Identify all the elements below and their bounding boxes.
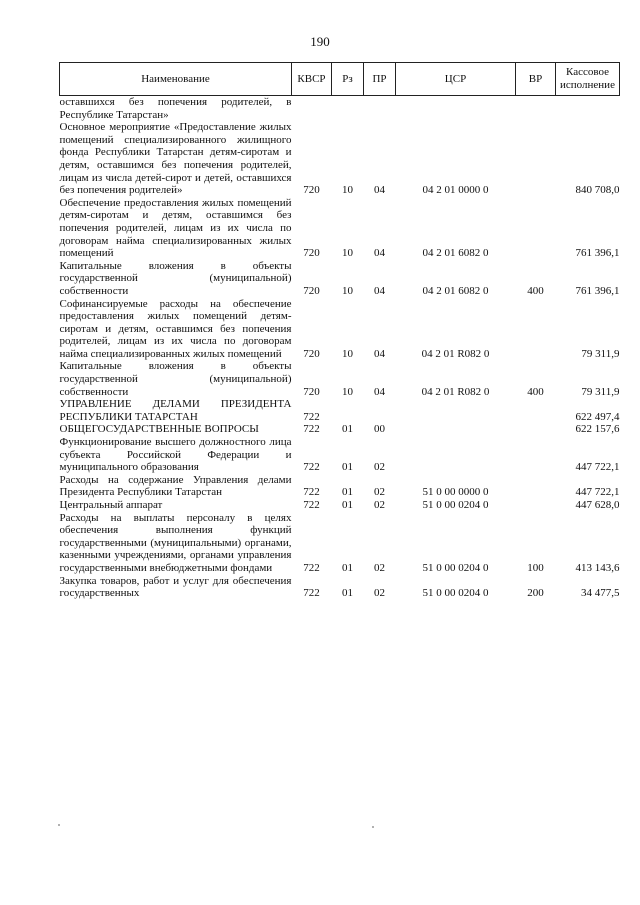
row-pr: 02: [374, 561, 385, 574]
row-rz: 01: [342, 499, 353, 511]
row-name: Закупка товаров, работ и услуг для обеспечения государственных: [59, 574, 292, 600]
row-kvsr: 720: [303, 347, 320, 360]
row-kvsr: 722: [303, 410, 320, 423]
header-vr: ВР: [516, 63, 556, 96]
row-amount: 840 708,0: [575, 184, 620, 197]
table-row: [60, 474, 620, 499]
row-vr: [516, 398, 556, 423]
row-csr: 04 2 01 6082 0: [422, 284, 489, 297]
row-name: оставшихся без попечения родителей, в Республике Татарстан»: [59, 96, 292, 121]
row-kvsr: 722: [303, 423, 320, 436]
row-vr: [516, 474, 556, 499]
row-vr: [516, 96, 556, 122]
row-csr: 51 0 00 0204 0: [422, 561, 489, 574]
row-kvsr: 722: [303, 561, 320, 574]
header-pr: ПР: [364, 63, 396, 96]
row-amount: 79 311,9: [581, 347, 620, 360]
row-kvsr: 720: [303, 385, 320, 398]
row-rz: [332, 398, 364, 423]
row-amount: 622 497,4: [575, 410, 620, 423]
row-name: Обеспечение предоставления жилых помещений детям-сиротам и детям, оставшимся без попечения родителей, лицам из их числа по договорам найма специализированных жилых помещений: [59, 196, 292, 260]
row-rz: 01: [342, 561, 353, 574]
row-rz: [332, 96, 364, 122]
row-csr: [396, 423, 516, 436]
row-vr: 400: [527, 284, 544, 297]
row-kvsr: 722: [303, 461, 320, 474]
row-rz: 10: [342, 247, 353, 260]
table-row: [60, 512, 620, 575]
row-rz: 01: [342, 486, 353, 499]
budget-table: [59, 62, 620, 600]
row-amount: 622 157,6: [575, 423, 620, 436]
row-name: Основное мероприятие «Предоставление жилых помещений специализированного жилищного фонда Республики Татарстан детям-сиротам и детям, оставшимся без попечения родителей, лицам из числа детей-сирот и детей, оставшихся без попечения родителей»: [59, 121, 292, 197]
row-csr: 04 2 01 6082 0: [422, 247, 489, 260]
row-amount: 447 628,0: [575, 499, 620, 511]
row-csr: 04 2 01 0000 0: [422, 184, 489, 197]
row-name: Расходы на содержание Управления делами Президента Республики Татарстан: [59, 473, 292, 499]
row-kvsr: 720: [303, 284, 320, 297]
row-name: Софинансируемые расходы на обеспечение предоставления жилых помещений детям-сиротам и детям, оставшимся без попечения родителей, лицам из их числа по договорам найма специализированных жилых помещений: [59, 297, 292, 360]
row-csr: [396, 398, 516, 423]
table-row: [60, 197, 620, 260]
row-pr: [364, 398, 396, 423]
row-pr: 02: [374, 486, 385, 499]
row-kvsr: [292, 96, 332, 122]
scan-speck: [58, 824, 60, 826]
row-kvsr: 720: [303, 184, 320, 197]
row-vr: [516, 499, 556, 512]
row-vr: [516, 121, 556, 197]
row-pr: 04: [374, 385, 385, 398]
row-name: Капитальные вложения в объекты государственной (муниципальной) собственности: [59, 360, 292, 398]
table-row: [60, 499, 620, 512]
row-kvsr: 722: [303, 587, 320, 600]
header-rz: Рз: [332, 63, 364, 96]
row-rz: 10: [342, 284, 353, 297]
row-vr: [516, 197, 556, 260]
table-row: [60, 575, 620, 600]
row-amount: [556, 96, 620, 122]
row-name: Функционирование высшего должностного лица субъекта Российской Федерации и муниципального образования: [59, 436, 292, 474]
table-row: [60, 398, 620, 423]
row-name: Центральный аппарат: [59, 499, 163, 511]
row-amount: 761 396,1: [575, 284, 620, 297]
row-pr: 02: [374, 461, 385, 474]
row-vr: [516, 436, 556, 474]
header-csr: ЦСР: [396, 63, 516, 96]
row-csr: [396, 436, 516, 474]
row-csr: 04 2 01 R082 0: [421, 347, 490, 360]
row-vr: 100: [527, 561, 544, 574]
row-vr: [516, 423, 556, 436]
row-rz: 01: [342, 587, 353, 600]
row-rz: 10: [342, 385, 353, 398]
row-csr: [396, 96, 516, 122]
row-name: УПРАВЛЕНИЕ ДЕЛАМИ ПРЕЗИДЕНТА РЕСПУБЛИКИ ТАТАРСТАН: [59, 398, 292, 423]
row-kvsr: 722: [303, 499, 320, 511]
header-amount: Кассовое исполнение: [556, 63, 620, 96]
page-number: 190: [310, 34, 330, 49]
row-kvsr: 720: [303, 247, 320, 260]
table-row: [60, 360, 620, 398]
row-csr: 51 0 00 0204 0: [422, 587, 489, 600]
table-row: [60, 298, 620, 361]
row-rz: 01: [342, 461, 353, 474]
table-row: [60, 260, 620, 298]
table-row: [60, 423, 620, 436]
row-pr: 02: [374, 587, 385, 600]
row-rz: 10: [342, 184, 353, 197]
row-amount: 761 396,1: [575, 247, 620, 260]
row-name: Расходы на выплаты персоналу в целях обеспечения выполнения функций государственными (муниципальными) органами, казенными учреждениями, органами управления государственными внебюджетными фондами: [59, 511, 292, 574]
row-pr: 04: [374, 347, 385, 360]
table-row: [60, 96, 620, 122]
row-name: ОБЩЕГОСУДАРСТВЕННЫЕ ВОПРОСЫ: [59, 423, 259, 436]
table-header-row: [60, 63, 620, 96]
row-csr: 51 0 00 0000 0: [422, 486, 489, 499]
header-name: Наименование: [60, 63, 292, 96]
row-amount: 447 722,1: [575, 486, 620, 499]
row-vr: 400: [527, 385, 544, 398]
row-vr: 200: [527, 587, 544, 600]
table-row: [60, 121, 620, 197]
row-pr: 00: [374, 423, 385, 436]
row-pr: 04: [374, 247, 385, 260]
row-pr: 04: [374, 184, 385, 197]
row-amount: 447 722,1: [575, 461, 620, 474]
row-kvsr: 722: [303, 486, 320, 499]
row-amount: 79 311,9: [581, 385, 620, 398]
header-kvsr: КВСР: [292, 63, 332, 96]
table-row: [60, 436, 620, 474]
row-pr: 04: [374, 284, 385, 297]
row-rz: 01: [342, 423, 353, 436]
row-vr: [516, 298, 556, 361]
row-pr: 02: [374, 499, 385, 511]
row-amount: 34 477,5: [581, 587, 620, 600]
row-csr: 51 0 00 0204 0: [422, 499, 489, 511]
row-rz: 10: [342, 347, 353, 360]
scan-speck: [372, 826, 374, 828]
row-name: Капитальные вложения в объекты государственной (муниципальной) собственности: [59, 259, 292, 297]
row-csr: 04 2 01 R082 0: [421, 385, 490, 398]
row-pr: [364, 96, 396, 122]
row-amount: 413 143,6: [575, 561, 620, 574]
